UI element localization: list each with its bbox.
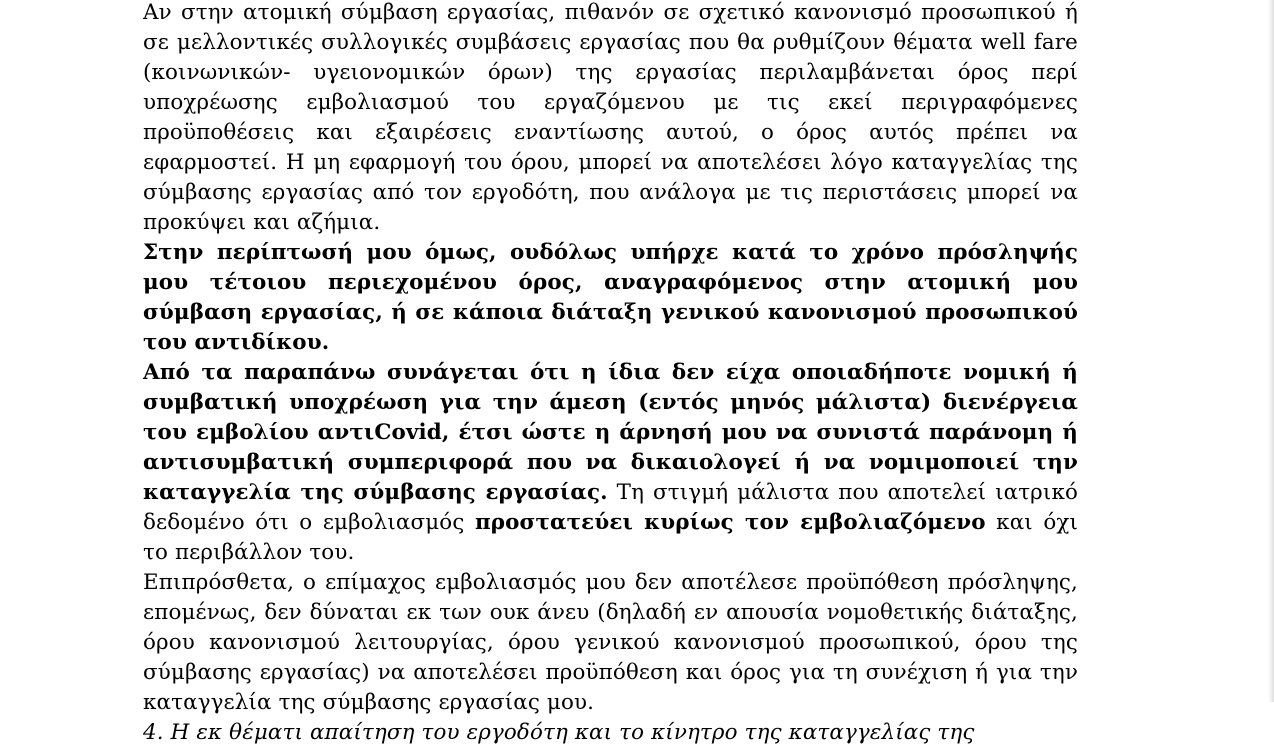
document-body [143, 0, 1078, 748]
text-segment: 4. Η εκ θέματι απαίτηση του εργοδότη και το κίνητρο της καταγγελίας της [143, 720, 975, 745]
text-segment: Τη στιγμή μάλιστα που αποτελεί ιατρικό δεδομένο ότι ο εμβολιασμός [143, 480, 1078, 535]
scrollbar-edge[interactable] [1268, 0, 1274, 702]
text-segment: και όχι το περιβάλλον του. [143, 510, 1078, 565]
bold-text-segment: Στην περίπτωσή μου όμως, ουδόλως υπήρχε κατά το χρόνο πρόσληψής μου τέτοιου περιεχομένου όρος, αναγραφόμενος στην ατομική μου σύμβαση εργασίας, ή σε κάποια διάταξη γενικού κανονισμού προσωπικού του αντιδίκου. [143, 240, 1078, 355]
section-heading-4-partial [143, 718, 1078, 748]
bold-text-segment: προστατεύει κυρίως τον εμβολιαζόμενο [474, 510, 986, 535]
paragraph-no-such-clause [143, 238, 1078, 358]
paragraph-no-obligation [143, 358, 1078, 568]
text-segment: Αν στην ατομική σύμβαση εργασίας, πιθανόν σε σχετικό κανονισμό προσωπικού ή σε μελλοντικές συλλογικές συμβάσεις εργασίας που θα ρυθμίζουν θέματα well fare (κοινωνικών- υγειονομικών όρων) της εργασίας περιλαμβάνεται όρος περί υποχρέωσης εμβολιασμού του εργαζόμενου με τις εκεί περιγραφόμενες προϋποθέσεις και εξαιρέσεις εναντίωσης αυτού, ο όρος αυτός πρέπει να εφαρμοστεί. Η μη εφαρμογή του όρου, μπορεί να αποτελέσει λόγο καταγγελίας της σύμβασης εργασίας από τον εργοδότη, που ανάλογα με τις περιστάσεις μπορεί να προκύψει και αζήμια. [143, 0, 1078, 235]
text-segment: Επιπρόσθετα, ο επίμαχος εμβολιασμός μου δεν αποτέλεσε προϋπόθεση πρόσληψης, επομένως, δεν δύναται εκ των ουκ άνευ (δηλαδή εν απουσία νομοθετικής διάταξης, όρου κανονισμού λειτουργίας, όρου γενικού κανονισμού προσωπικού, όρου της σύμβασης εργασίας) να αποτελέσει προϋπόθεση και όρος για τη συνέχιση ή για την καταγγελία της σύμβασης εργασίας μου. [143, 570, 1078, 715]
paragraph-not-hiring-condition [143, 568, 1078, 718]
bold-text-segment: Από τα παραπάνω συνάγεται ότι η ίδια δεν είχα οποιαδήποτε νομική ή συμβατική υποχρέωση για την άμεση (εντός μηνός μάλιστα) διενέργεια του εμβολίου αντιCovid, έτσι ώστε η άρνησή μου να συνιστά παράνομη ή αντισυμβατική συμπεριφορά που να δικαιολογεί ή να νομιμοποιεί την καταγγελία της σύμβασης εργασίας. [143, 360, 1078, 505]
paragraph-vaccination-clause [143, 0, 1078, 238]
